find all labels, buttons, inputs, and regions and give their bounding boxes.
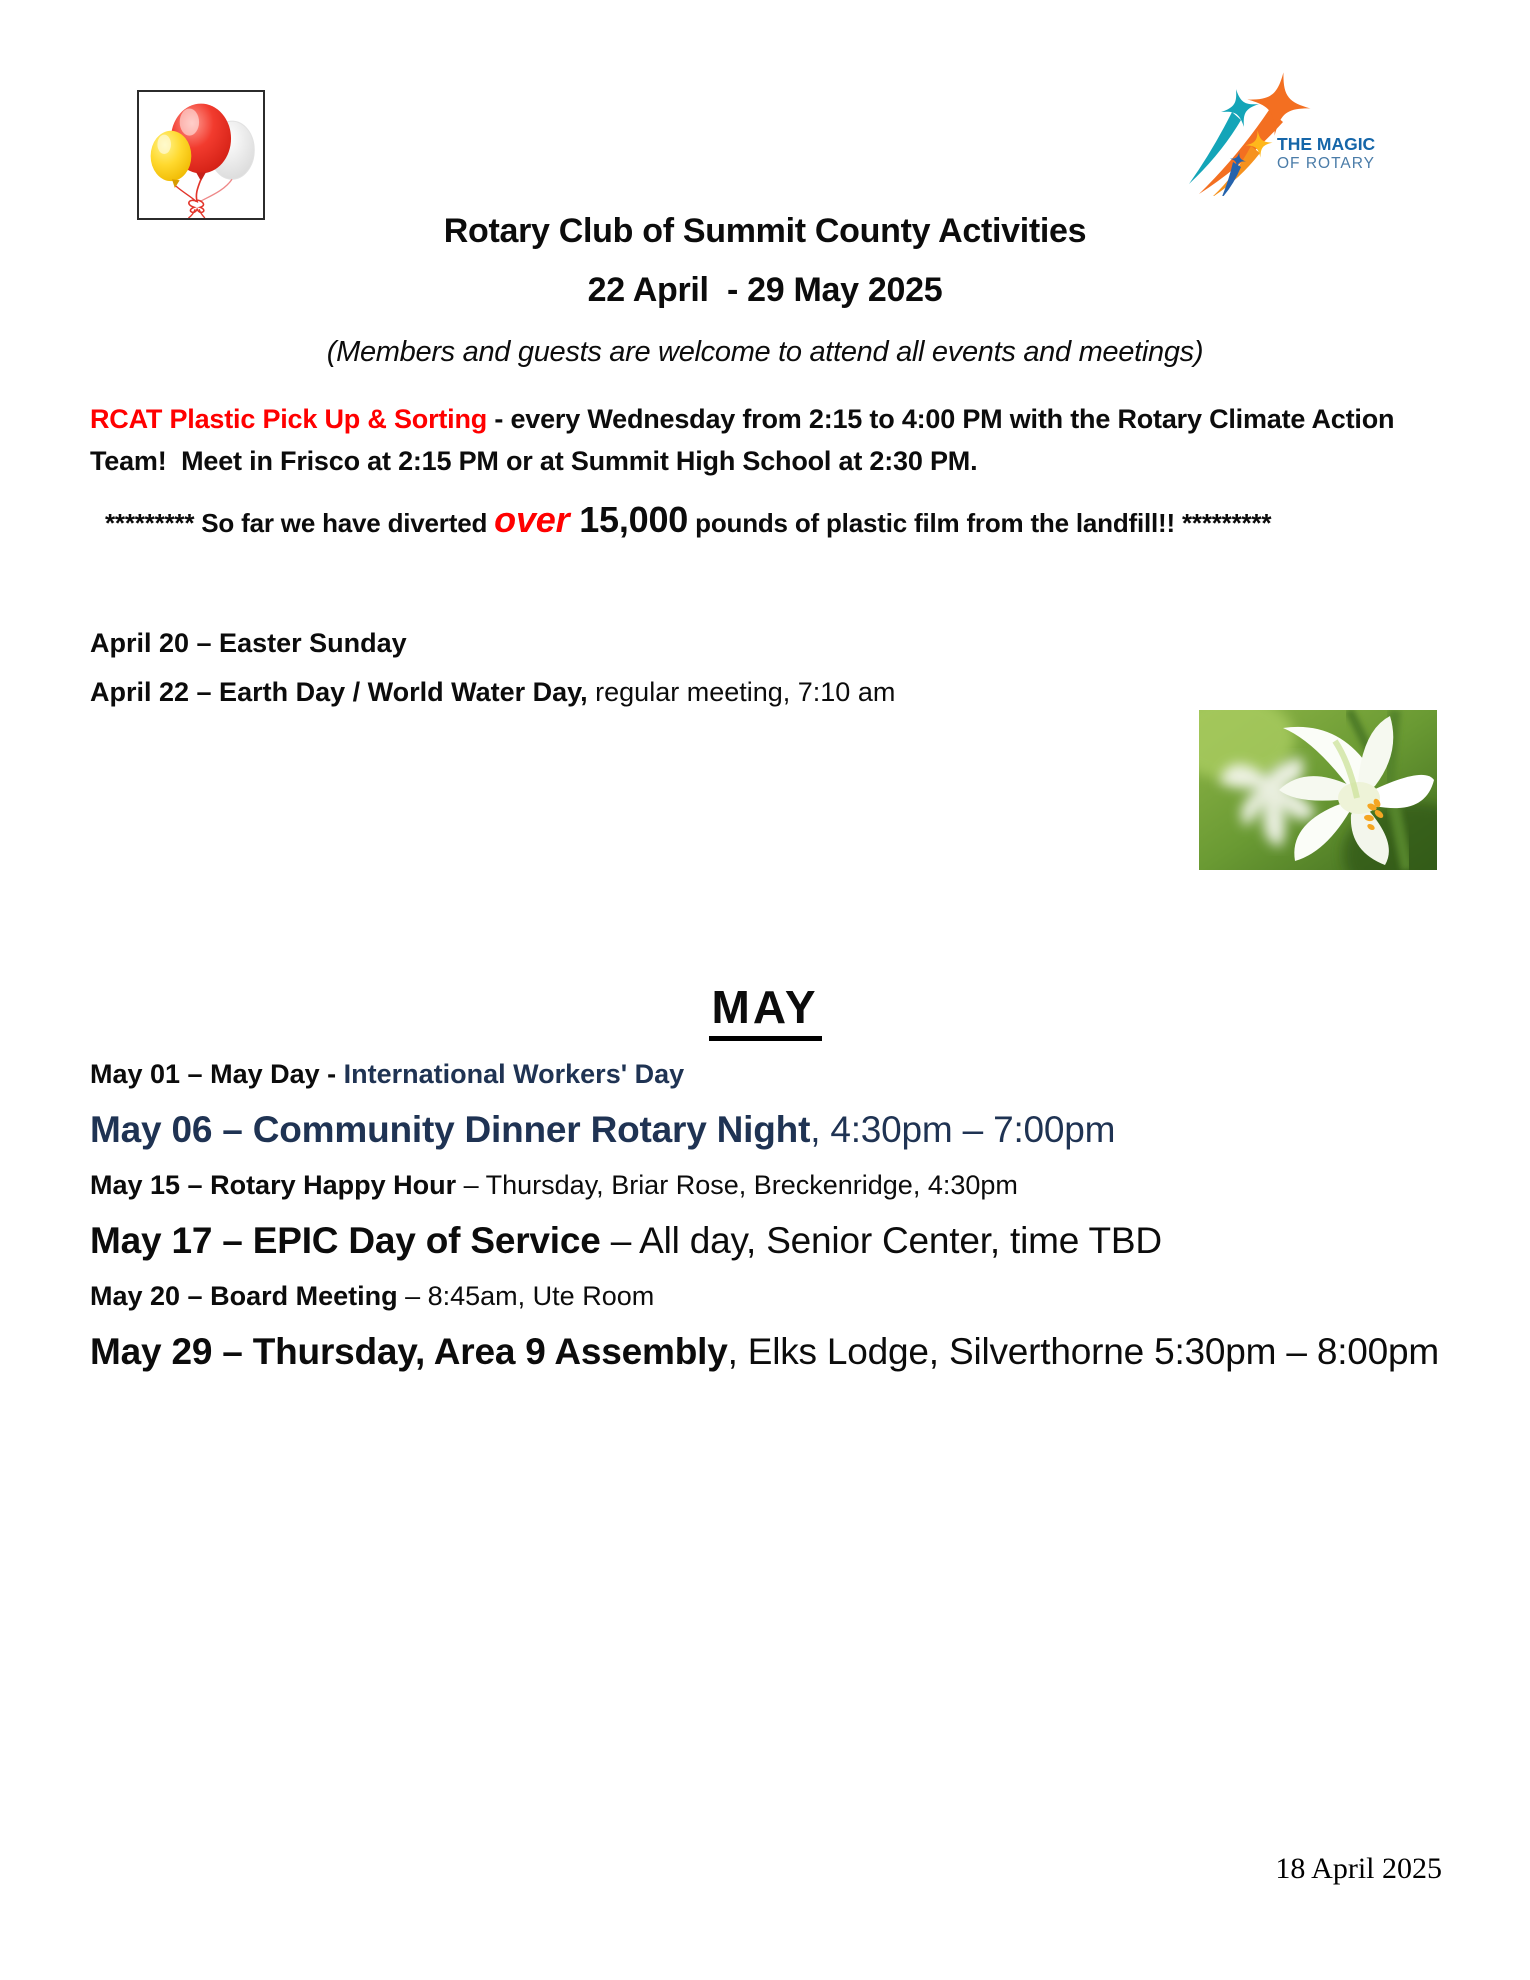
rcat-lead: RCAT Plastic Pick Up & Sorting [90,404,488,434]
rcat-rest: - every Wednesday from 2:15 to 4:00 PM with the Rotary Climate Action Team! Meet in Frisco at 2:15 PM or at Summit High School at 2:30 PM. [90,404,1402,476]
diverted-prefix: ********* So far we have diverted [105,508,495,538]
logo-text-line1: THE MAGIC [1277,134,1376,154]
event-april-22 [90,675,1390,709]
diverted-suffix: pounds of plastic film from the landfill!! ********* [688,508,1272,538]
balloons-image [137,90,265,220]
diverted-amount: 15,000 [569,499,689,540]
rcat-paragraph [90,398,1462,482]
event-bold: May 15 – Rotary Happy Hour [90,1170,457,1200]
may-events [90,1058,1492,1391]
subtitle: (Members and guests are welcome to attend all events and meetings) [326,336,1204,368]
event-may-06 [90,1107,1492,1153]
page-title: Rotary Club of Summit County Activities [443,212,1087,250]
event-bold: May 17 – EPIC Day of Service [90,1220,601,1261]
event-accent: International Workers' Day [343,1059,685,1089]
event-rest: , 4:30pm – 7:00pm [810,1109,1116,1150]
event-may-01 [90,1058,1492,1091]
event-may-15 [90,1169,1492,1202]
event-bold: May 06 – Community Dinner Rotary Night [90,1109,811,1150]
may-heading-text: MAY [709,980,822,1041]
lily-photo-illustration [1199,710,1437,870]
event-bold: May 01 – May Day - [90,1059,344,1089]
diverted-line [105,496,1505,547]
event-may-20 [90,1280,1492,1313]
date-range: 22 April - 29 May 2025 [587,271,943,309]
event-rest: , Elks Lodge, Silverthorne 5:30pm – 8:00pm [727,1331,1440,1372]
event-bold: May 29 – Thursday, Area 9 Assembly [90,1331,728,1372]
event-bold: April 20 – Easter Sunday [90,628,407,658]
rotary-shooting-stars-icon [1183,68,1389,196]
event-rest: regular meeting, 7:10 am [587,677,896,707]
event-rest: – Thursday, Briar Rose, Breckenridge, 4:30pm [456,1170,1018,1200]
magic-of-rotary-logo [1183,68,1389,196]
event-rest: – All day, Senior Center, time TBD [600,1220,1162,1261]
event-may-29 [90,1329,1492,1375]
easter-lily-image [1199,710,1437,870]
diverted-over: over [494,499,570,540]
event-april-20 [90,626,1390,660]
balloons-icon [139,92,263,218]
event-bold: April 22 – Earth Day / World Water Day, [90,677,588,707]
event-may-17 [90,1218,1492,1264]
event-bold: May 20 – Board Meeting [90,1281,398,1311]
may-heading [0,980,1530,1041]
april-events [90,626,1390,724]
footer-date: 18 April 2025 [1275,1852,1442,1885]
logo-text-line2: OF ROTARY [1277,155,1375,172]
event-rest: – 8:45am, Ute Room [397,1281,655,1311]
